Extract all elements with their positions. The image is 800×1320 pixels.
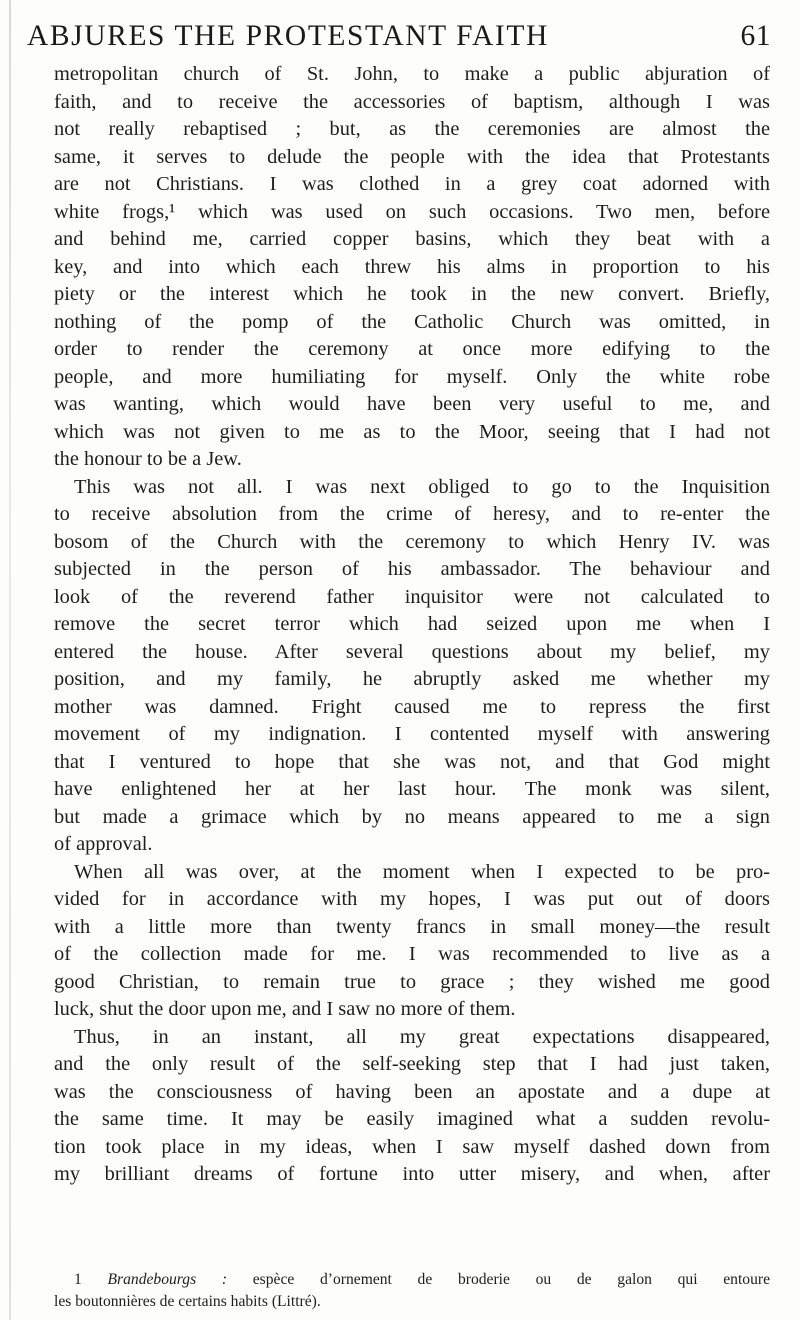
text-line: faith, and to receive the accessories of baptism, although I was [54,90,770,113]
page-number: 61 [740,20,771,52]
footnote-marker: 1 [74,1271,82,1288]
footnote-line [54,1269,770,1291]
chapter-title: ABJURES THE PROTESTANT FAITH [27,20,549,52]
footnote-term: Brandebourgs : [107,1271,228,1288]
text-line: nothing of the pomp of the Catholic Church was omitted, in [54,310,770,333]
text-line: subjected in the person of his ambassador. The behaviour and [54,558,770,580]
footnote [54,1269,770,1313]
text-line: vided for in accordance with my hopes, I was put out of doors [54,888,770,910]
footnote-line: les boutonnières de certains habits (Littré). [54,1293,321,1310]
text-line: This was not all. I was next obliged to go to the Inquisition [74,475,770,498]
text-line: key, and into which each threw his alms in proportion to his [54,255,770,278]
text-line: bosom of the Church with the ceremony to which Henry IV. was [54,530,770,553]
text-line: same, it serves to delude the people with the idea that Protestants [54,145,770,168]
text-line: of the collection made for me. I was recommended to live as a [54,943,770,965]
text-line: luck, shut the door upon me, and I saw no more of them. [54,998,516,1020]
text-line: the honour to be a Jew. [54,448,242,470]
text-line: of approval. [54,833,153,855]
text-line: entered the house. After several questions about my belief, my [54,640,770,663]
footnote-text: espèce d’ornement de broderie ou de galon qui entoure [252,1271,770,1288]
text-line: mother was damned. Fright caused me to repress the first [54,695,770,718]
text-line: people, and more humiliating for myself. Only the white robe [54,365,770,388]
page-edge-shadow [9,0,11,1320]
text-line: metropolitan church of St. John, to make a public abjuration of [54,63,770,85]
text-line: piety or the interest which he took in the new convert. Briefly, [54,283,770,305]
text-line: order to render the ceremony at once more edifying to the [54,338,770,360]
text-line: the same time. It may be easily imagined what a sudden revolu- [54,1108,770,1130]
text-line: good Christian, to remain true to grace ; they wished me good [54,970,770,993]
text-line: have enlightened her at her last hour. The monk was silent, [54,778,770,800]
text-line: my brilliant dreams of fortune into utter misery, and when, after [54,1163,770,1185]
text-line: movement of my indignation. I contented myself with answering [54,723,770,745]
text-line: tion took place in my ideas, when I saw myself dashed down from [54,1135,770,1158]
text-line: that I ventured to hope that she was not, and that God might [54,750,770,773]
text-line: and the only result of the self-seeking step that I had just taken, [54,1053,770,1075]
running-head [27,22,771,52]
body-text [54,61,770,1189]
text-line: not really rebaptised ; but, as the ceremonies are almost the [54,118,770,140]
text-line: to receive absolution from the crime of heresy, and to re-enter the [54,503,770,525]
text-line: When all was over, at the moment when I expected to be pro- [74,860,770,883]
text-line: with a little more than twenty francs in small money—the result [54,915,770,938]
text-line: are not Christians. I was clothed in a grey coat adorned with [54,173,770,195]
text-line: Thus, in an instant, all my great expectations disappeared, [74,1025,770,1048]
text-line: was the consciousness of having been an apostate and a dupe at [54,1080,770,1103]
text-line: and behind me, carried copper basins, which they beat with a [54,228,770,250]
text-line: remove the secret terror which had seized upon me when I [54,613,770,635]
text-line: look of the reverend father inquisitor were not calculated to [54,585,770,608]
text-line: position, and my family, he abruptly asked me whether my [54,668,770,690]
text-line: white frogs,¹ which was used on such occasions. Two men, before [54,200,770,223]
text-line: but made a grimace which by no means appeared to me a sign [54,805,770,828]
text-line: was wanting, which would have been very useful to me, and [54,393,770,415]
text-line: which was not given to me as to the Moor, seeing that I had not [54,420,770,443]
